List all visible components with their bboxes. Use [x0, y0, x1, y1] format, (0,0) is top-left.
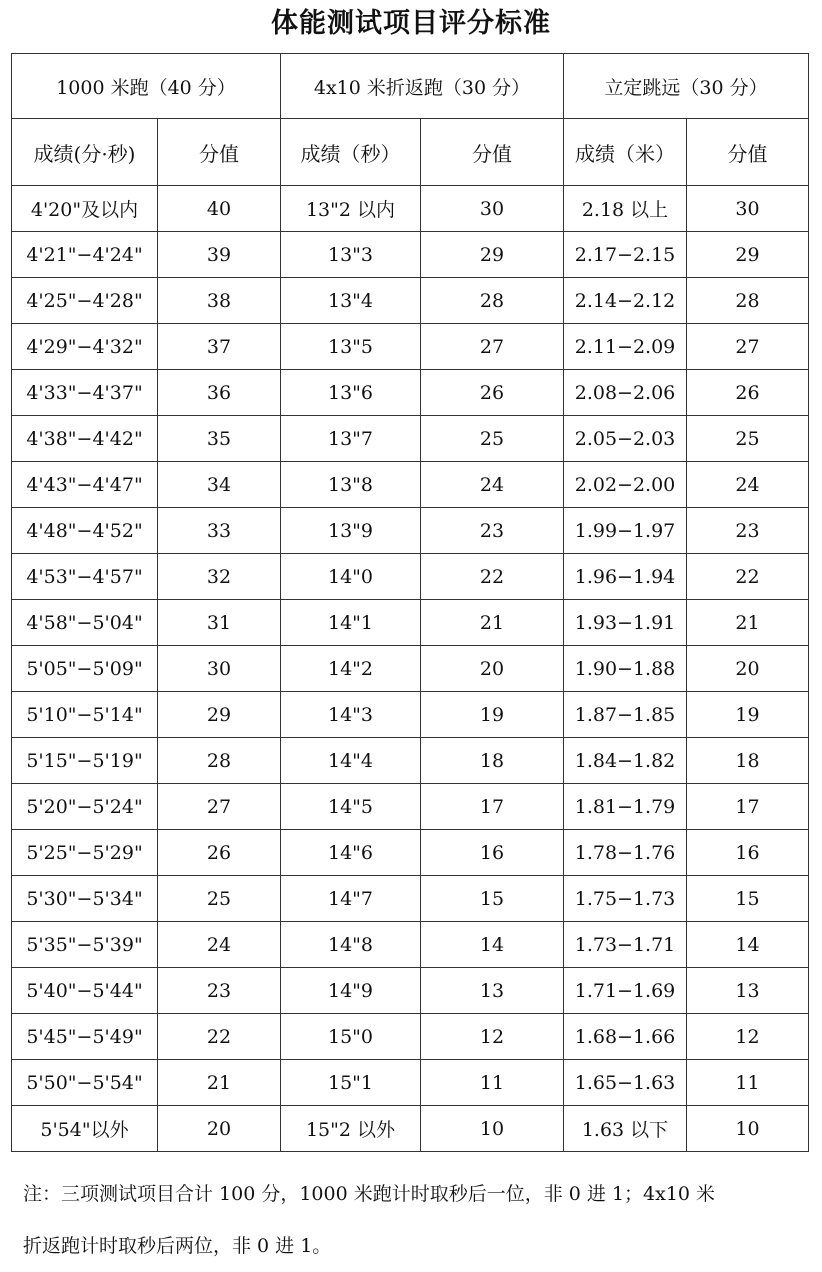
- run-1000m-score-cell: 28: [158, 738, 281, 784]
- shuttle-run-score-cell: 30: [421, 186, 564, 232]
- shuttle-run-score-cell: 12: [421, 1014, 564, 1060]
- run-1000m-score-cell: 32: [158, 554, 281, 600]
- long-jump-result-cell: 1.75−1.73: [564, 876, 687, 922]
- table-row: [12, 370, 809, 416]
- shuttle-run-result-cell: 14"5: [281, 784, 421, 830]
- table-row: [12, 278, 809, 324]
- run-1000m-result-cell: 4'21"−4'24": [12, 232, 158, 278]
- shuttle-run-score-cell: 20: [421, 646, 564, 692]
- shuttle-run-result-cell: 13"2 以内: [281, 186, 421, 232]
- footnote-line-1: 注：三项测试项目合计 100 分，1000 米跑计时取秒后一位，非 0 进 1；4x10 米: [23, 1183, 716, 1205]
- run-1000m-result-cell: 5'05"−5'09": [12, 646, 158, 692]
- long-jump-result-cell: 2.11−2.09: [564, 324, 687, 370]
- run-1000m-score-cell: 34: [158, 462, 281, 508]
- table-row: [12, 508, 809, 554]
- shuttle-run-result-cell: 14"3: [281, 692, 421, 738]
- run-1000m-score-cell: 21: [158, 1060, 281, 1106]
- shuttle-run-score-cell: 16: [421, 830, 564, 876]
- shuttle-run-score-cell: 15: [421, 876, 564, 922]
- run-1000m-score-cell: 23: [158, 968, 281, 1014]
- long-jump-score-cell: 15: [687, 876, 809, 922]
- scoring-table: [11, 53, 809, 1152]
- run-1000m-result-cell: 4'38"−4'42": [12, 416, 158, 462]
- long-jump-score-cell: 21: [687, 600, 809, 646]
- shuttle-run-result-cell: 14"2: [281, 646, 421, 692]
- shuttle-run-score-cell: 18: [421, 738, 564, 784]
- run-1000m-score-cell: 33: [158, 508, 281, 554]
- long-jump-result-cell: 1.87−1.85: [564, 692, 687, 738]
- shuttle-run-result-cell: 13"6: [281, 370, 421, 416]
- shuttle-run-result-cell: 13"5: [281, 324, 421, 370]
- footnote-line-2: 折返跑计时取秒后两位，非 0 进 1。: [23, 1235, 332, 1257]
- table-row: [12, 1060, 809, 1106]
- long-jump-result-cell: 1.84−1.82: [564, 738, 687, 784]
- shuttle-run-result-cell: 14"4: [281, 738, 421, 784]
- shuttle-run-result-cell: 14"1: [281, 600, 421, 646]
- page-title: 体能测试项目评分标准: [271, 8, 551, 39]
- run-1000m-result-cell: 5'20"−5'24": [12, 784, 158, 830]
- shuttle-run-score-cell: 28: [421, 278, 564, 324]
- run-1000m-score-cell: 30: [158, 646, 281, 692]
- table-row: [12, 876, 809, 922]
- table-row: [12, 784, 809, 830]
- run-1000m-result-cell: 5'15"−5'19": [12, 738, 158, 784]
- long-jump-result-cell: 2.08−2.06: [564, 370, 687, 416]
- shuttle-run-result-cell: 14"6: [281, 830, 421, 876]
- shuttle-run-score-cell: 19: [421, 692, 564, 738]
- shuttle-run-result-cell: 13"3: [281, 232, 421, 278]
- long-jump-score-cell: 12: [687, 1014, 809, 1060]
- shuttle-run-result-cell: 14"0: [281, 554, 421, 600]
- long-jump-result-cell: 1.65−1.63: [564, 1060, 687, 1106]
- long-jump-score-cell: 17: [687, 784, 809, 830]
- shuttle-run-result-cell: 13"7: [281, 416, 421, 462]
- run-1000m-score-cell: 25: [158, 876, 281, 922]
- table-row: [12, 738, 809, 784]
- run-1000m-score-cell: 36: [158, 370, 281, 416]
- shuttle-run-result-cell: 14"7: [281, 876, 421, 922]
- long-jump-score-cell: 10: [687, 1106, 809, 1152]
- run-1000m-result-cell: 5'50"−5'54": [12, 1060, 158, 1106]
- run-1000m-result-cell: 5'54"以外: [12, 1106, 158, 1152]
- run-1000m-score-cell: 38: [158, 278, 281, 324]
- table-row: [12, 1106, 809, 1152]
- table-row: [12, 324, 809, 370]
- long-jump-result-cell: 1.96−1.94: [564, 554, 687, 600]
- shuttle-run-result-cell: 13"8: [281, 462, 421, 508]
- run-1000m-result-cell: 5'35"−5'39": [12, 922, 158, 968]
- long-jump-score-cell: 19: [687, 692, 809, 738]
- run-1000m-score-cell: 37: [158, 324, 281, 370]
- sub-header-shuttle-score: 分值: [421, 119, 564, 186]
- long-jump-result-cell: 1.78−1.76: [564, 830, 687, 876]
- table-row: [12, 1014, 809, 1060]
- shuttle-run-score-cell: 23: [421, 508, 564, 554]
- table-row: [12, 600, 809, 646]
- table-row: [12, 646, 809, 692]
- run-1000m-score-cell: 39: [158, 232, 281, 278]
- shuttle-run-score-cell: 22: [421, 554, 564, 600]
- sub-header-1000m-result: 成绩(分·秒): [12, 119, 158, 186]
- run-1000m-result-cell: 4'29"−4'32": [12, 324, 158, 370]
- long-jump-result-cell: 1.90−1.88: [564, 646, 687, 692]
- long-jump-result-cell: 1.81−1.79: [564, 784, 687, 830]
- shuttle-run-score-cell: 11: [421, 1060, 564, 1106]
- run-1000m-result-cell: 4'20"及以内: [12, 186, 158, 232]
- shuttle-run-score-cell: 26: [421, 370, 564, 416]
- long-jump-score-cell: 18: [687, 738, 809, 784]
- shuttle-run-result-cell: 15"2 以外: [281, 1106, 421, 1152]
- shuttle-run-score-cell: 14: [421, 922, 564, 968]
- run-1000m-result-cell: 5'25"−5'29": [12, 830, 158, 876]
- shuttle-run-result-cell: 13"9: [281, 508, 421, 554]
- long-jump-result-cell: 2.02−2.00: [564, 462, 687, 508]
- long-jump-score-cell: 26: [687, 370, 809, 416]
- shuttle-run-result-cell: 15"1: [281, 1060, 421, 1106]
- run-1000m-result-cell: 5'10"−5'14": [12, 692, 158, 738]
- shuttle-run-score-cell: 25: [421, 416, 564, 462]
- long-jump-result-cell: 2.05−2.03: [564, 416, 687, 462]
- sub-header-jump-score: 分值: [687, 119, 809, 186]
- run-1000m-score-cell: 24: [158, 922, 281, 968]
- table-row: [12, 232, 809, 278]
- long-jump-result-cell: 1.63 以下: [564, 1106, 687, 1152]
- shuttle-run-score-cell: 10: [421, 1106, 564, 1152]
- long-jump-score-cell: 23: [687, 508, 809, 554]
- shuttle-run-score-cell: 27: [421, 324, 564, 370]
- group-header-long-jump: 立定跳远（30 分）: [564, 54, 809, 119]
- shuttle-run-score-cell: 29: [421, 232, 564, 278]
- sub-header-1000m-score: 分值: [158, 119, 281, 186]
- sub-header-row: [12, 119, 809, 186]
- long-jump-result-cell: 1.93−1.91: [564, 600, 687, 646]
- long-jump-score-cell: 20: [687, 646, 809, 692]
- group-header-1000m: 1000 米跑（40 分）: [12, 54, 281, 119]
- shuttle-run-score-cell: 24: [421, 462, 564, 508]
- long-jump-result-cell: 1.68−1.66: [564, 1014, 687, 1060]
- long-jump-score-cell: 30: [687, 186, 809, 232]
- run-1000m-score-cell: 29: [158, 692, 281, 738]
- group-header-shuttle-run: 4x10 米折返跑（30 分）: [281, 54, 564, 119]
- run-1000m-result-cell: 5'40"−5'44": [12, 968, 158, 1014]
- group-header-row: [12, 54, 809, 119]
- long-jump-score-cell: 16: [687, 830, 809, 876]
- sub-header-jump-result: 成绩（米）: [564, 119, 687, 186]
- long-jump-result-cell: 2.18 以上: [564, 186, 687, 232]
- run-1000m-score-cell: 31: [158, 600, 281, 646]
- long-jump-score-cell: 29: [687, 232, 809, 278]
- shuttle-run-result-cell: 13"4: [281, 278, 421, 324]
- table-row: [12, 554, 809, 600]
- run-1000m-score-cell: 40: [158, 186, 281, 232]
- long-jump-result-cell: 1.73−1.71: [564, 922, 687, 968]
- shuttle-run-score-cell: 21: [421, 600, 564, 646]
- long-jump-score-cell: 24: [687, 462, 809, 508]
- long-jump-result-cell: 2.17−2.15: [564, 232, 687, 278]
- run-1000m-score-cell: 20: [158, 1106, 281, 1152]
- sub-header-shuttle-result: 成绩（秒）: [281, 119, 421, 186]
- shuttle-run-result-cell: 14"8: [281, 922, 421, 968]
- run-1000m-result-cell: 4'48"−4'52": [12, 508, 158, 554]
- run-1000m-result-cell: 4'58"−5'04": [12, 600, 158, 646]
- run-1000m-score-cell: 35: [158, 416, 281, 462]
- run-1000m-result-cell: 4'53"−4'57": [12, 554, 158, 600]
- run-1000m-result-cell: 4'43"−4'47": [12, 462, 158, 508]
- run-1000m-score-cell: 27: [158, 784, 281, 830]
- run-1000m-result-cell: 5'30"−5'34": [12, 876, 158, 922]
- shuttle-run-result-cell: 15"0: [281, 1014, 421, 1060]
- table-row: [12, 968, 809, 1014]
- long-jump-score-cell: 13: [687, 968, 809, 1014]
- shuttle-run-result-cell: 14"9: [281, 968, 421, 1014]
- table-row: [12, 922, 809, 968]
- run-1000m-result-cell: 5'45"−5'49": [12, 1014, 158, 1060]
- run-1000m-score-cell: 22: [158, 1014, 281, 1060]
- run-1000m-result-cell: 4'25"−4'28": [12, 278, 158, 324]
- shuttle-run-score-cell: 17: [421, 784, 564, 830]
- long-jump-score-cell: 28: [687, 278, 809, 324]
- long-jump-score-cell: 22: [687, 554, 809, 600]
- long-jump-result-cell: 2.14−2.12: [564, 278, 687, 324]
- shuttle-run-score-cell: 13: [421, 968, 564, 1014]
- table-row: [12, 692, 809, 738]
- table-row: [12, 416, 809, 462]
- long-jump-score-cell: 25: [687, 416, 809, 462]
- long-jump-result-cell: 1.99−1.97: [564, 508, 687, 554]
- table-row: [12, 462, 809, 508]
- table-row: [12, 186, 809, 232]
- long-jump-result-cell: 1.71−1.69: [564, 968, 687, 1014]
- run-1000m-result-cell: 4'33"−4'37": [12, 370, 158, 416]
- long-jump-score-cell: 27: [687, 324, 809, 370]
- long-jump-score-cell: 11: [687, 1060, 809, 1106]
- footnote: [23, 1168, 813, 1272]
- run-1000m-score-cell: 26: [158, 830, 281, 876]
- table-row: [12, 830, 809, 876]
- long-jump-score-cell: 14: [687, 922, 809, 968]
